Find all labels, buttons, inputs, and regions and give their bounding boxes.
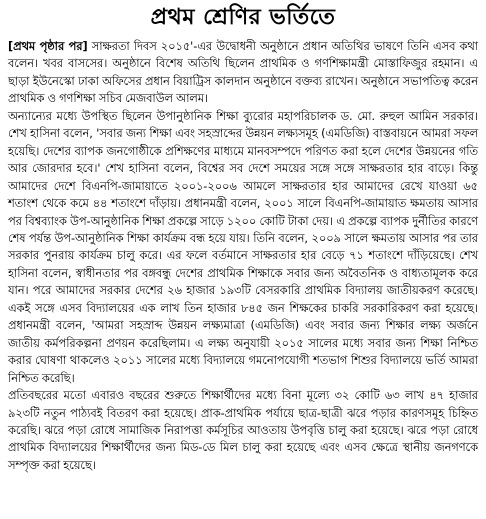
paragraph-1 <box>8 38 478 108</box>
article-body <box>8 38 478 474</box>
paragraph-3 <box>8 387 478 474</box>
paragraph-3-text: প্রতিবছরের মতো এবারও বছরের শুরুতে শিক্ষার্থীদের মধ্যে বিনা মূল্যে ৩২ কোটি ৬৩ লাখ ৪৭ হাজার ৯২৩টি নতুন পাঠ্যবই বিতরণ করা হয়েছে। প্রাক-প্রাথমিক পর্যায়ে ছাত্র-ছাত্রী ঝরে পড়ার কারণসমূহ চিহ্নিত করেছি। ঝরে পড়া রোধে সামাজিক নিরাপত্তা কর্মসূচির আওতায় উপবৃত্তি চালু করা হয়েছে। ঝরে পড়া রোধে প্রাথমিক বিদ্যালয়ের শিক্ষার্থীদের জন্য মিড-ডে মিল চালু করা হয়েছে এবং এসব ক্ষেত্রে স্থানীয় জনগণকে সম্পৃক্ত করা হয়েছে। <box>8 389 478 472</box>
continuation-tag: [প্রথম পৃষ্ঠার পর] <box>8 40 88 53</box>
paragraph-2 <box>8 108 478 387</box>
paragraph-1-text: সাক্ষরতা দিবস ২০১৫'-এর উদ্বোধনী অনুষ্ঠানে প্রধান অতিথির ভাষণে তিনি এসব কথা বলেন। খবর বাসসের। অনুষ্ঠানে বিশেষ অতিথি ছিলেন প্রাথমিক ও গণশিক্ষামন্ত্রী মোস্তাফিজুর রহমান। এ ছাড়া ইউনেস্কো ঢাকা অফিসের প্রধান বিয়াট্রিস কালদান অনুষ্ঠানে বক্তব্য রাখেন। অনুষ্ঠানে সভাপতিত্ব করেন প্রাথমিক ও গণশিক্ষা সচিব মেজবাউল আলম। <box>8 40 478 106</box>
headline: প্রথম শ্রেণির ভর্তিতে <box>150 5 336 30</box>
paragraph-2-text: অন্যান্যের মধ্যে উপস্থিত ছিলেন উপানুষ্ঠানিক শিক্ষা ব্যুরোর মহাপরিচালক ড. মো. রুহুল আমিন সরকার। শেখ হাসিনা বলেন, 'সবার জন্য শিক্ষা এবং সহস্রাব্দের উন্নয়ন লক্ষ্যসমূহ (এমডিজি) বাস্তবায়নে আমরা সফল হয়েছি। দেশের ব্যাপক জনগোষ্ঠীকে প্রশিক্ষণের মাধ্যমে মানবসম্পদে পরিণত করা হলে দেশের উন্নয়নের গতি আর জোরদার হবে।' শেখ হাসিনা বলেন, বিশ্বের সব দেশে সময়ের সঙ্গে সঙ্গে সাক্ষরতার হার বাড়ে। কিন্তু আমাদের দেশে বিএনপি-জামায়াতে ২০০১-২০০৬ আমলে সাক্ষরতার হার আমাদের রেখে যাওয়া ৬৫ শতাংশ থেকে কমে ৪৪ শতাংশে দাঁড়ায়। প্রধানমন্ত্রী বলেন, ২০০১ সালে বিএনপি-জামায়াত ক্ষমতায় আসার পর বিশ্বব্যাংক উপ-আনুষ্ঠানিক শিক্ষা প্রকল্পে সাড়ে ১২০০ কোটি টাকা দেয়। এ প্রকল্পে ব্যাপক দুর্নীতির কারণে শেষ পর্যন্ত উপ-আনুষ্ঠানিক শিক্ষা কার্যক্রম বন্ধ হয়ে যায়। তিনি বলেন, ২০০৯ সালে ক্ষমতায় আসার পর তার সরকার পুনরায় কার্যক্রম চালু করে। এর ফলে বর্তমানে সাক্ষরতার হার বেড়ে ৭১ শতাংশে দাঁড়িয়েছে। শেখ হাসিনা বলেন, স্বাধীনতার পর বঙ্গবন্ধু দেশের প্রাথমিক শিক্ষাকে সবার জন্য অবৈতনিক ও বাধ্যতামূলক করে যান। পরে আমাদের সরকার দেশের ২৬ হাজার ১৯৩টি বেসরকারি প্রাথমিক বিদ্যালয় জাতীয়করণ করেছে। একই সঙ্গে এসব বিদ্যালয়ের এক লাখ তিন হাজার ৮৪৫ জন শিক্ষকের চাকরি সরকারিকরণ করা হয়েছে। প্রধানমন্ত্রী বলেন, 'আমরা সহস্রাব্দ উন্নয়ন লক্ষ্যমাত্রা (এমডিজি) এবং সবার জন্য শিক্ষার লক্ষ্য অর্জনে জাতীয় কর্মপরিকল্পনা প্রণয়ন করেছিলাম। এ লক্ষ্য অনুযায়ী ২০১৫ সালের মধ্যে সবার জন্য শিক্ষা নিশ্চিত করার ঘোষণা থাকলেও ২০১১ সালের মধ্যে বিদ্যালয়ে গমনোপযোগী শতভাগ শিশুর বিদ্যালয়ে ভর্তি আমরা নিশ্চিত করেছি। <box>8 109 478 385</box>
